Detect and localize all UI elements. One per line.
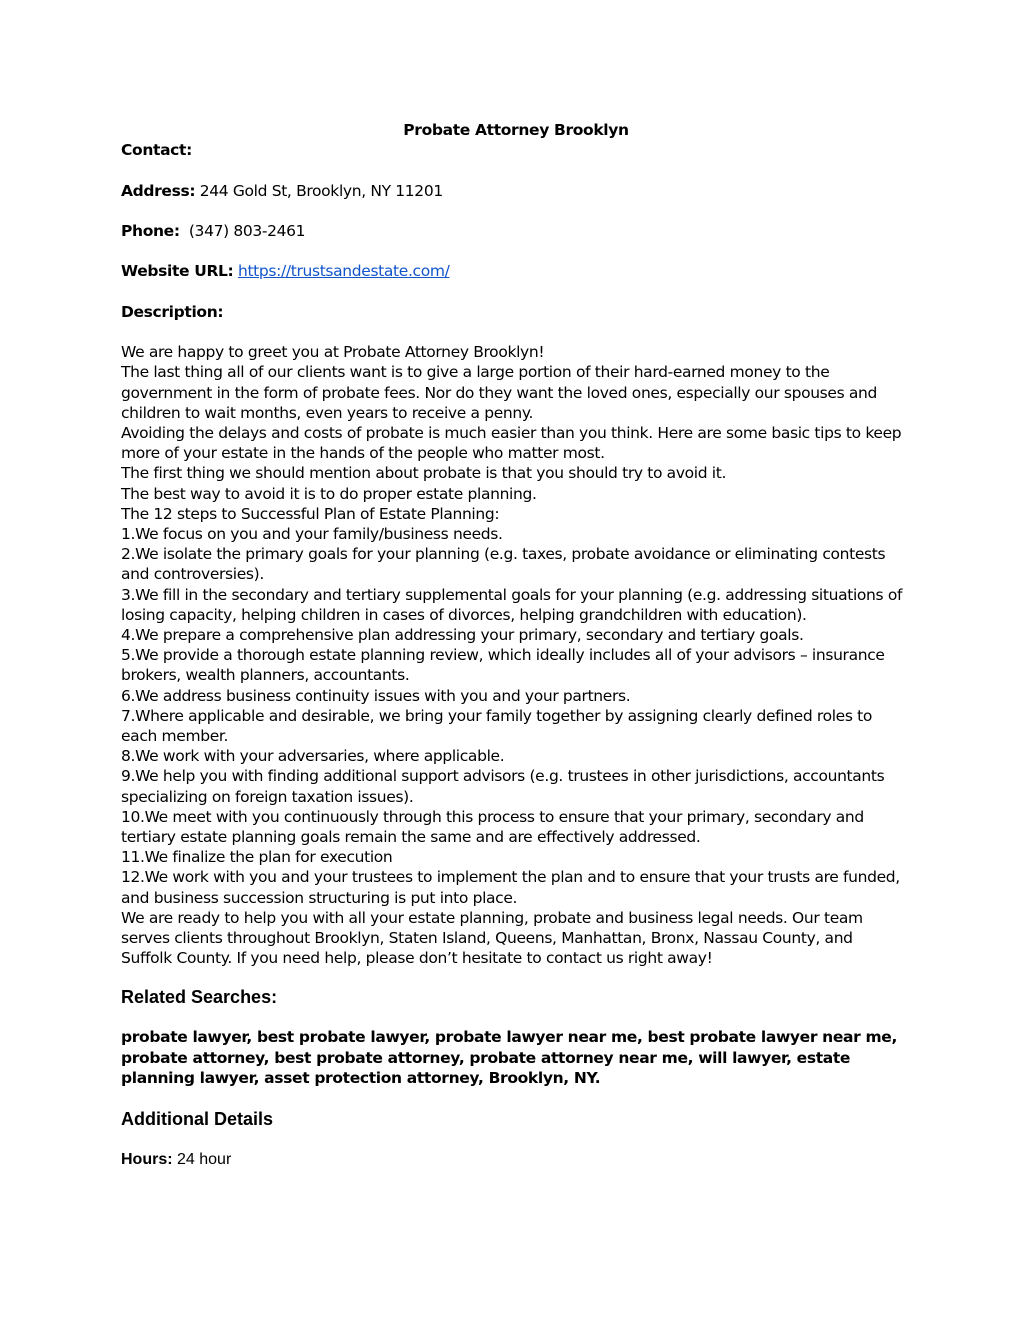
- description-line: 11.We finalize the plan for execution: [121, 848, 393, 867]
- description-line: Suffolk County. If you need help, please don’t hesitate to contact us right away!: [121, 949, 713, 968]
- description-line: brokers, wealth planners, accountants.: [121, 666, 410, 685]
- description-line: specializing on foreign taxation issues).: [121, 787, 414, 806]
- description-line: 9.We help you with finding additional support advisors (e.g. trustees in other jurisdictions, accountants: [121, 767, 885, 786]
- description-line: 7.Where applicable and desirable, we bring your family together by assigning clearly defined roles to: [121, 706, 873, 725]
- additional-details-heading: Additional Details: [121, 1109, 274, 1130]
- related-searches-line: planning lawyer, asset protection attorney, Brooklyn, NY.: [121, 1068, 601, 1087]
- description-line: 10.We meet with you continuously through this process to ensure that your primary, secondary and: [121, 807, 864, 826]
- description-line: 3.We fill in the secondary and tertiary supplemental goals for your planning (e.g. addressing situations of: [121, 585, 903, 604]
- description-line: 8.We work with your adversaries, where applicable.: [121, 747, 505, 766]
- description-line: The first thing we should mention about probate is that you should try to avoid it.: [121, 464, 727, 483]
- hours-value: 24 hour: [177, 1151, 232, 1169]
- document-page: [121, 120, 911, 1170]
- phone-row: [121, 221, 911, 241]
- hours-label: Hours:: [121, 1151, 173, 1169]
- description-line: tertiary estate planning goals remain the same and are effectively addressed.: [121, 828, 701, 847]
- website-row: [121, 261, 911, 281]
- document-title: Probate Attorney Brooklyn: [403, 121, 629, 139]
- description-line: each member.: [121, 727, 229, 746]
- description-line: losing capacity, helping children in cases of divorces, helping grandchildren with education).: [121, 605, 807, 624]
- description-line: 1.We focus on you and your family/business needs.: [121, 524, 503, 543]
- related-searches-line: probate attorney, best probate attorney, probate attorney near me, will lawyer, estate: [121, 1048, 851, 1067]
- phone-value: (347) 803-2461: [188, 221, 306, 240]
- address-value: 244 Gold St, Brooklyn, NY 11201: [199, 181, 443, 200]
- description-line: 12.We work with you and your trustees to implement the plan and to ensure that your trusts are funded,: [121, 868, 900, 887]
- description-line: and controversies).: [121, 565, 264, 584]
- description-line: We are ready to help you with all your estate planning, probate and business legal needs. Our team: [121, 908, 863, 927]
- description-line: 5.We provide a thorough estate planning review, which ideally includes all of your advisors – insurance: [121, 646, 885, 665]
- description-heading: Description:: [121, 302, 224, 321]
- related-searches-heading: Related Searches:: [121, 987, 278, 1008]
- description-line: We are happy to greet you at Probate Attorney Brooklyn!: [121, 343, 545, 362]
- description-body: [121, 342, 911, 968]
- description-line: The best way to avoid it is to do proper estate planning.: [121, 484, 537, 503]
- hours-row: [121, 1150, 911, 1170]
- address-row: [121, 181, 911, 201]
- description-line: 2.We isolate the primary goals for your planning (e.g. taxes, probate avoidance or eliminating contests: [121, 545, 886, 564]
- description-line: The 12 steps to Successful Plan of Estate Planning:: [121, 504, 500, 523]
- description-line: The last thing all of our clients want is to give a large portion of their hard-earned money to the: [121, 363, 830, 382]
- description-line: and business succession structuring is put into place.: [121, 888, 518, 907]
- contact-label: Contact:: [121, 141, 192, 160]
- description-line: Avoiding the delays and costs of probate is much easier than you think. Here are some basic tips to keep: [121, 423, 902, 442]
- description-line: more of your estate in the hands of the people who matter most.: [121, 444, 605, 463]
- related-searches-list: [121, 1027, 911, 1088]
- related-searches-line: probate lawyer, best probate lawyer, probate lawyer near me, best probate lawyer near me,: [121, 1028, 897, 1047]
- description-line: 6.We address business continuity issues with you and your partners.: [121, 686, 631, 705]
- website-link[interactable]: https://trustsandestate.com/: [237, 262, 450, 281]
- description-line: 4.We prepare a comprehensive plan addressing your primary, secondary and tertiary goals.: [121, 626, 804, 644]
- phone-label: Phone:: [121, 221, 180, 240]
- description-line: children to wait months, even years to receive a penny.: [121, 403, 534, 422]
- website-label: Website URL:: [121, 262, 234, 281]
- description-line: serves clients throughout Brooklyn, Staten Island, Queens, Manhattan, Bronx, Nassau County, and: [121, 929, 853, 948]
- address-label: Address:: [121, 181, 196, 200]
- description-line: government in the form of probate fees. Nor do they want the loved ones, especially our spouses and: [121, 383, 878, 402]
